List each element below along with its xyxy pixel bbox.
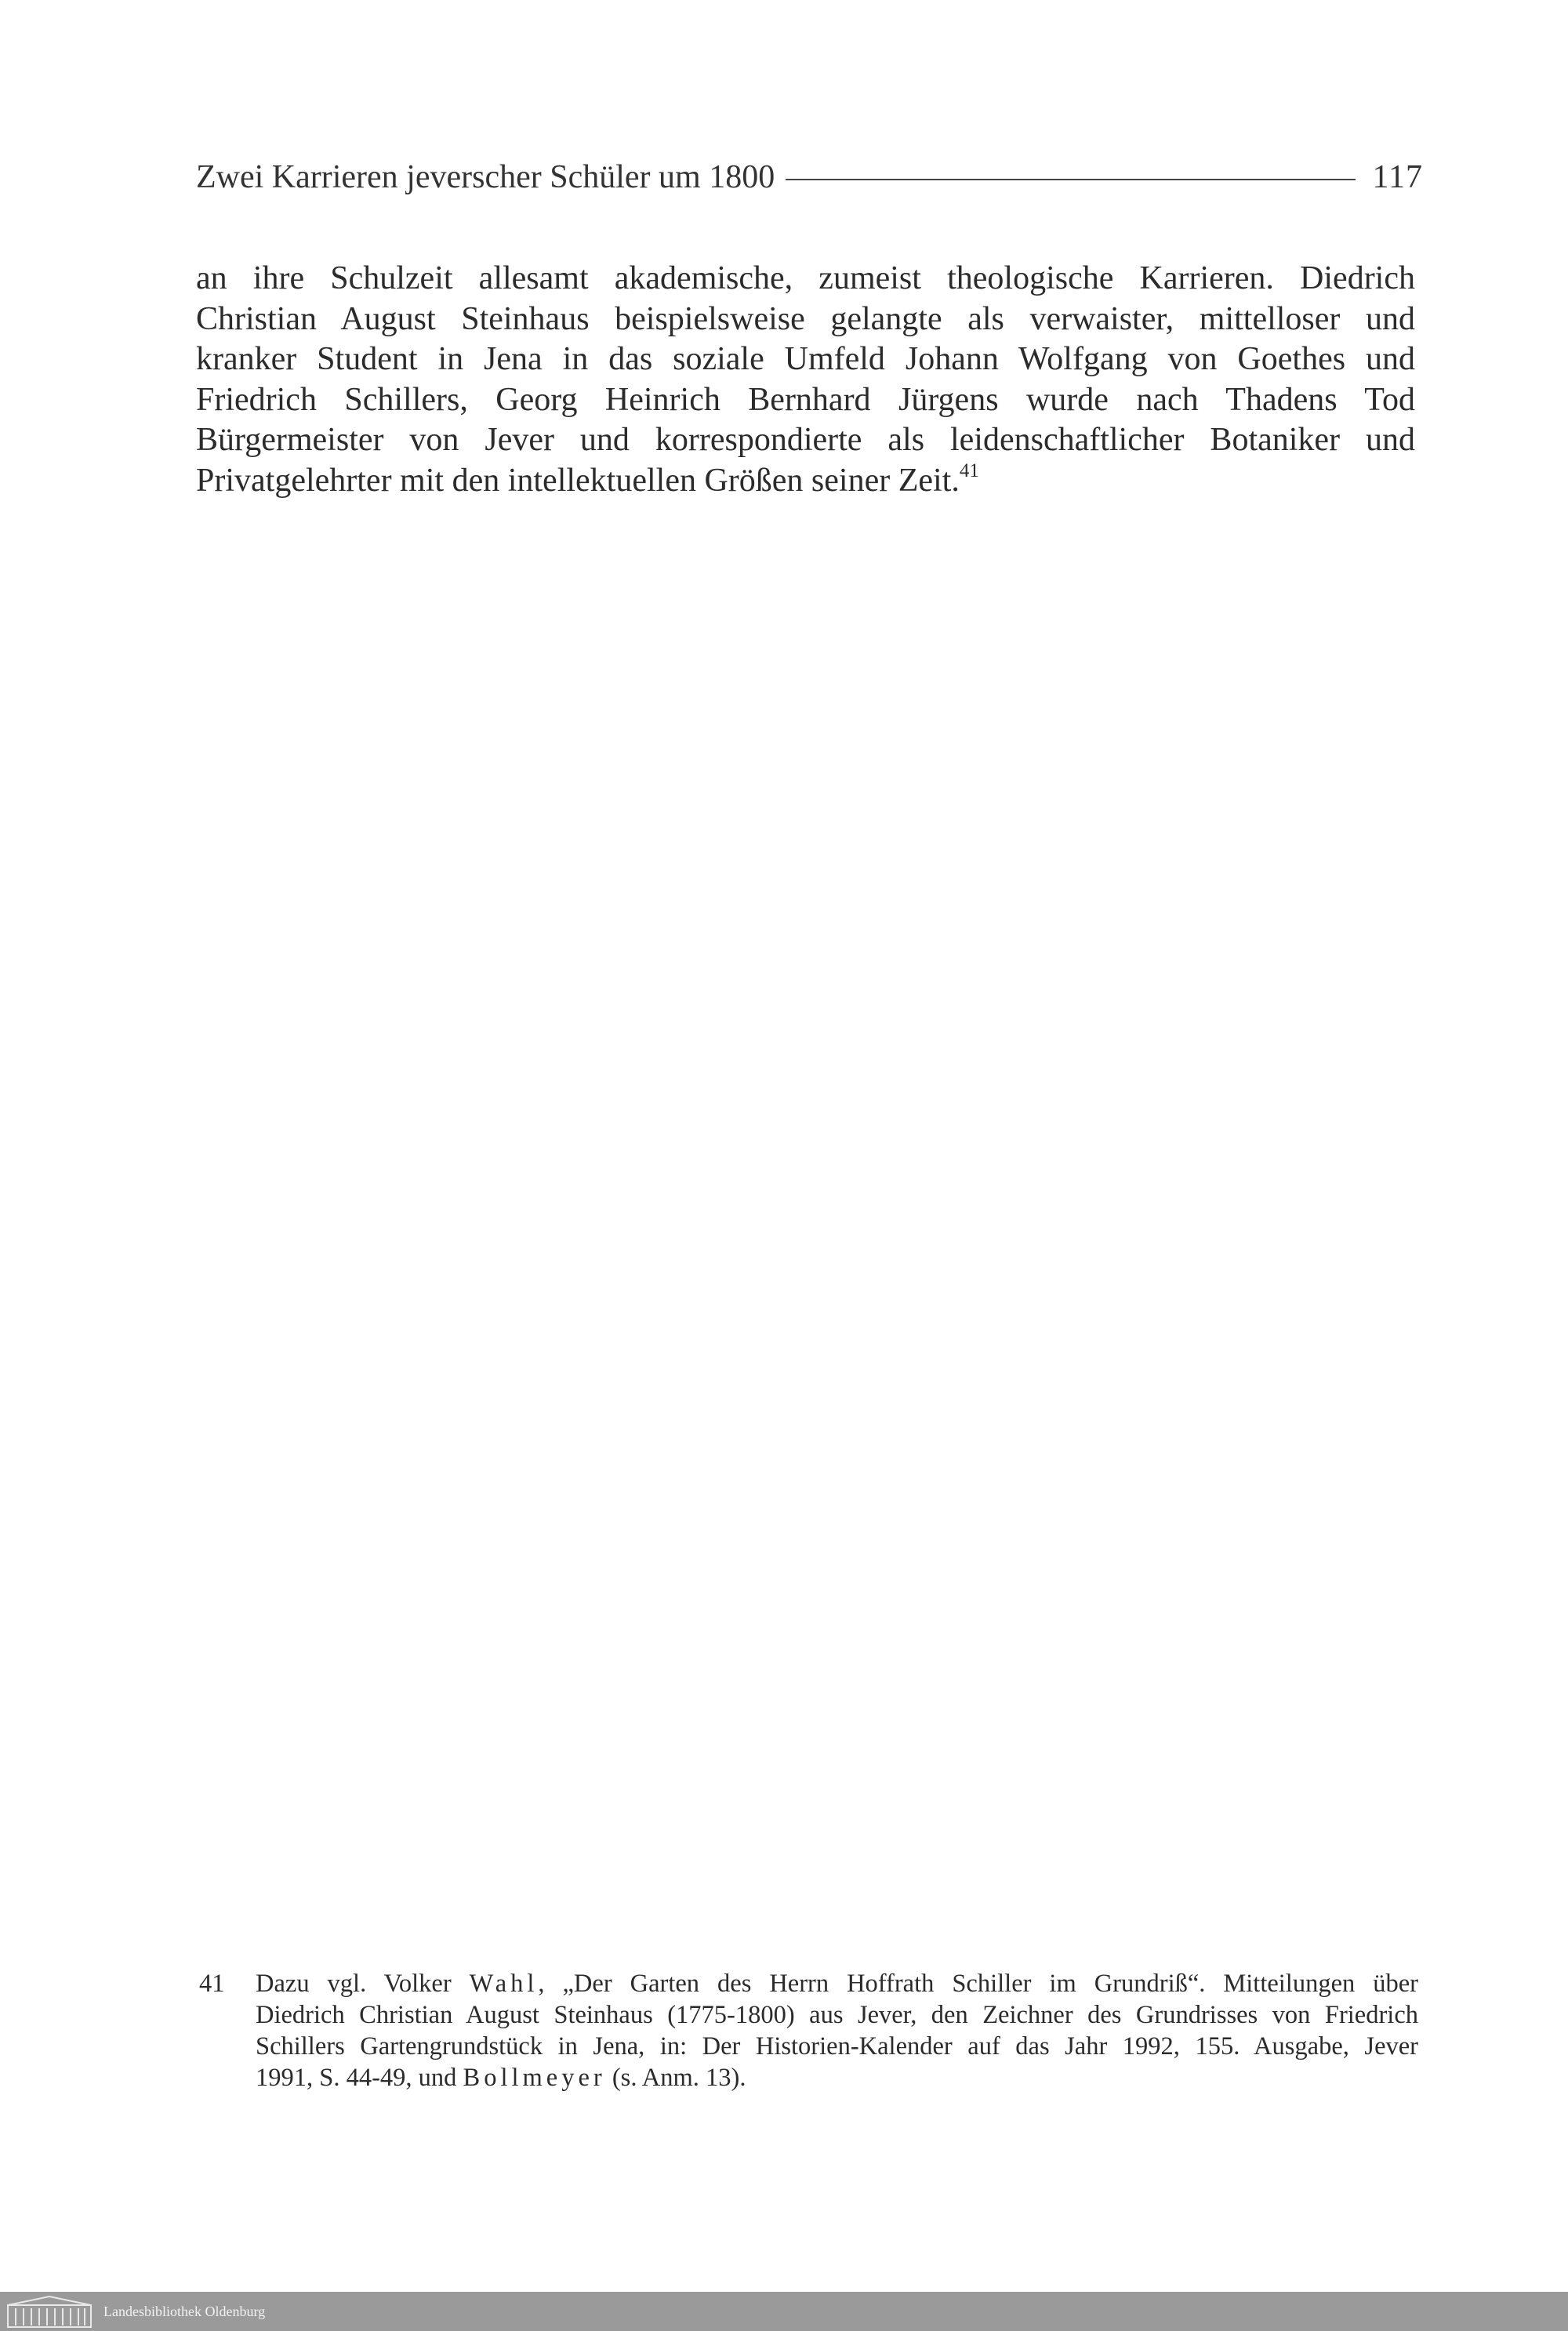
footnote-text-run: (s. Anm. 13). xyxy=(605,2064,746,2092)
footnote-text-run: , „Der Garten des Herrn Hoffrath Schiller im Grundriß“. Mitteilungen über xyxy=(538,1970,1418,1998)
footnote-number: 41 xyxy=(199,1970,225,1998)
body-line: kranker Student in Jena in das soziale Umfeld Johann Wolfgang von Goethes und xyxy=(196,341,1415,377)
body-line: Bürgermeister von Jever und korrespondierte als leidenschaftlicher Botaniker und xyxy=(196,422,1415,458)
footnote-41 xyxy=(199,1968,1418,2093)
footnote-text-run: 1991, S. 44-49, und xyxy=(256,2064,463,2092)
footnote-text xyxy=(256,1968,1418,2093)
footnote-line: Diedrich Christian August Steinhaus (1775-1800) aus Jever, den Zeichner des Grundrisses von Friedrich xyxy=(256,2001,1418,2029)
library-name: Landesbibliothek Oldenburg xyxy=(103,2303,266,2319)
footnote-line xyxy=(256,2062,1418,2093)
body-line: an ihre Schulzeit allesamt akademische, zumeist theologische Karrieren. Diedrich xyxy=(196,260,1415,296)
body-line: Friedrich Schillers, Georg Heinrich Bernhard Jürgens wurde nach Thadens Tod xyxy=(196,381,1415,418)
library-footer-bar xyxy=(0,2292,1568,2331)
header-rule xyxy=(786,179,1355,180)
footnote-text-run: Dazu vgl. Volker xyxy=(256,1970,470,1998)
running-header xyxy=(196,155,1423,199)
body-line-text: Privatgelehrter mit den intellektuellen Größen seiner Zeit. xyxy=(196,462,960,499)
footnote-line xyxy=(256,1968,1418,1999)
page-number: 117 xyxy=(1372,159,1423,195)
footnote-line: Schillers Gartengrundstück in Jena, in: Der Historien-Kalender auf das Jahr 1992, 155. Ausgabe, Jever xyxy=(256,2032,1418,2061)
running-title: Zwei Karrieren jeverscher Schüler um 1800 xyxy=(196,159,775,195)
author-name: Wahl xyxy=(469,1970,539,1998)
body-line: Christian August Steinhaus beispielsweise gelangte als verwaister, mittelloser und xyxy=(196,300,1415,337)
body-line-last xyxy=(196,461,1415,502)
author-name: Bollmeyer xyxy=(463,2064,606,2092)
library-building-icon xyxy=(6,2294,93,2329)
footnote-reference[interactable]: 41 xyxy=(959,459,979,481)
body-paragraph xyxy=(196,259,1415,501)
